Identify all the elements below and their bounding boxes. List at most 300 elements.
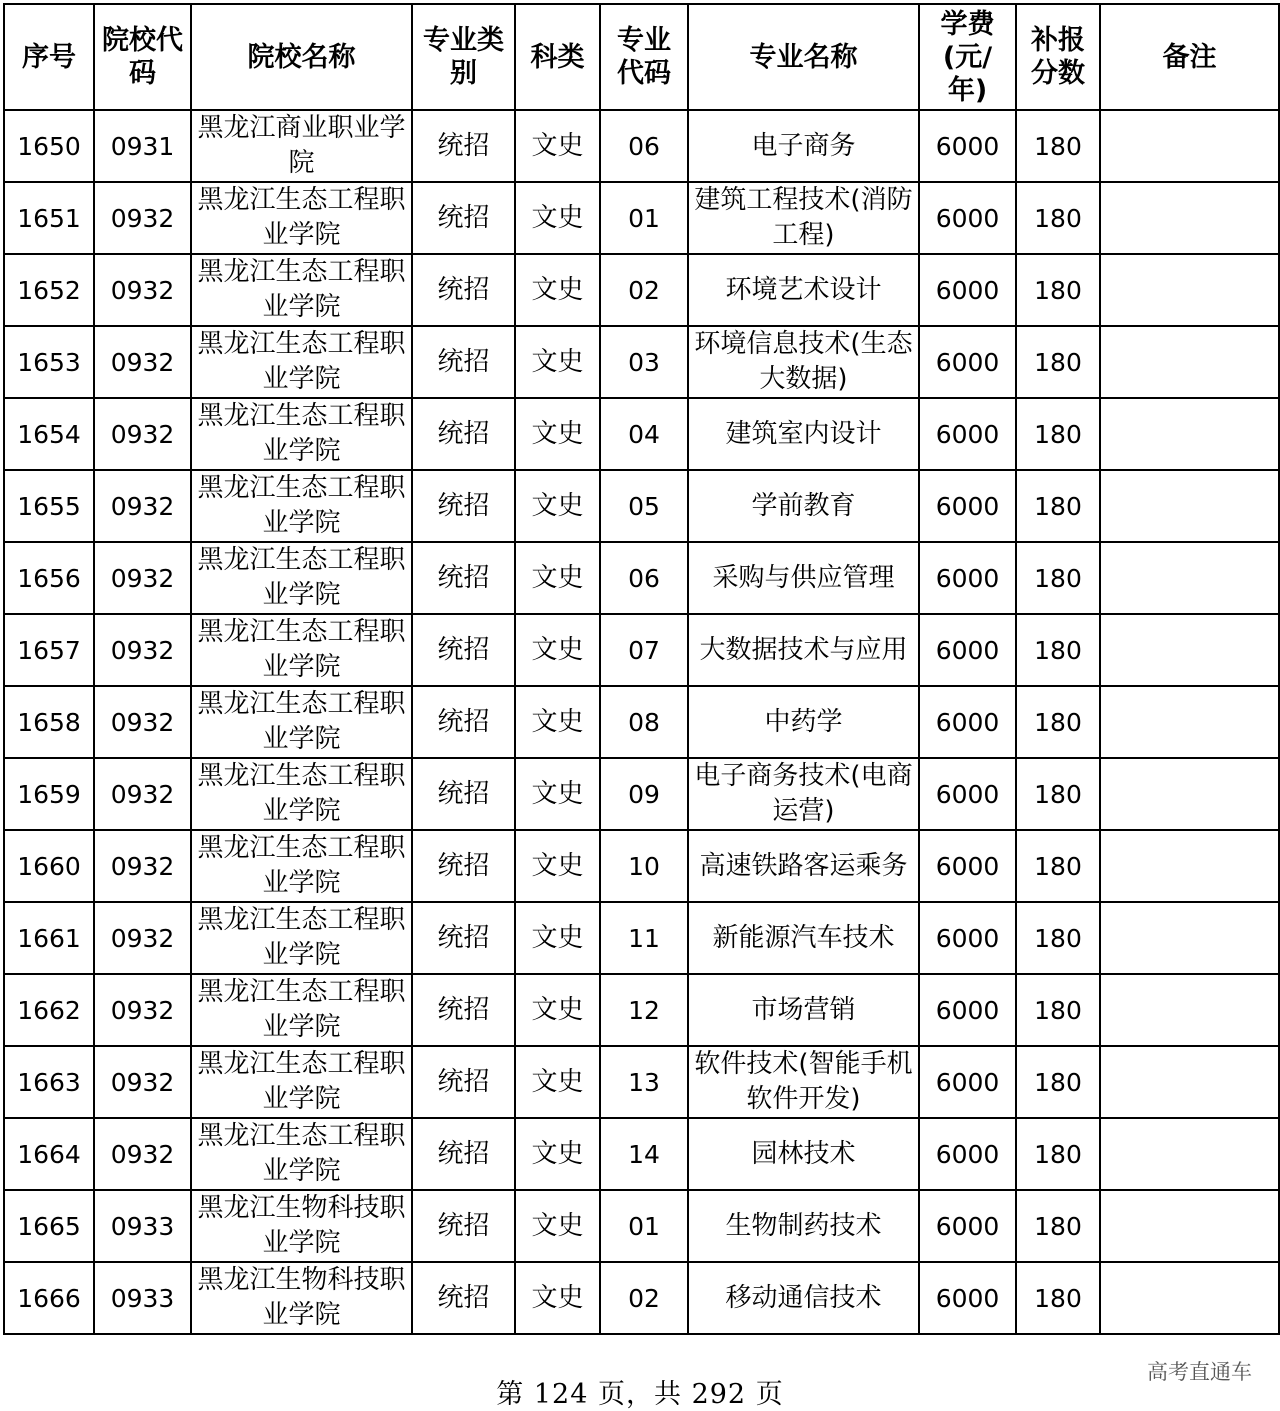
cell-school-name xyxy=(191,254,412,326)
cell-tuition-text: 6000 xyxy=(935,563,1000,593)
cell-major-category xyxy=(412,1046,515,1118)
cell-major-code-text: 05 xyxy=(628,491,660,521)
cell-seq-text: 1661 xyxy=(17,923,81,953)
table-row xyxy=(4,542,1279,614)
cell-school-name xyxy=(191,326,412,398)
cell-major-category xyxy=(412,398,515,470)
cell-tuition-text: 6000 xyxy=(935,923,1000,953)
cell-major-category-text: 统招 xyxy=(437,490,490,521)
cell-score-text: 180 xyxy=(1034,1067,1082,1097)
table-row xyxy=(4,686,1279,758)
col-header-subject-label: 科类 xyxy=(530,41,585,73)
cell-seq xyxy=(4,686,94,758)
cell-subject-text: 文史 xyxy=(531,1138,584,1169)
table-row xyxy=(4,182,1279,254)
cell-major-category xyxy=(412,1262,515,1334)
cell-subject xyxy=(515,974,600,1046)
cell-school-code xyxy=(94,974,191,1046)
col-header-subject xyxy=(515,4,600,110)
cell-school-code xyxy=(94,830,191,902)
cell-subject-text: 文史 xyxy=(531,778,584,809)
cell-remark xyxy=(1100,830,1279,902)
cell-subject-text: 文史 xyxy=(531,706,584,737)
cell-major-code xyxy=(600,1118,688,1190)
cell-major-name-text: 环境信息技术(生态大数据) xyxy=(694,329,913,394)
cell-major-category xyxy=(412,1190,515,1262)
cell-major-name xyxy=(688,1118,919,1190)
cell-subject-text: 文史 xyxy=(531,994,584,1025)
cell-seq xyxy=(4,758,94,830)
col-header-major-code xyxy=(600,4,688,110)
cell-major-name-text: 高速铁路客运乘务 xyxy=(699,850,908,881)
cell-remark xyxy=(1100,1190,1279,1262)
col-header-major-name xyxy=(688,4,919,110)
cell-major-name xyxy=(688,182,919,254)
cell-tuition-text: 6000 xyxy=(935,491,1000,521)
cell-school-code-text: 0932 xyxy=(110,491,175,521)
cell-tuition xyxy=(919,974,1016,1046)
cell-school-name-text: 黑龙江生态工程职业学院 xyxy=(197,905,406,970)
cell-major-name xyxy=(688,254,919,326)
cell-school-code xyxy=(94,1046,191,1118)
cell-school-code xyxy=(94,470,191,542)
cell-school-name xyxy=(191,1118,412,1190)
cell-seq-text: 1656 xyxy=(17,563,81,593)
cell-tuition-text: 6000 xyxy=(935,1067,1000,1097)
cell-tuition-text: 6000 xyxy=(935,1139,1000,1169)
cell-subject xyxy=(515,830,600,902)
cell-school-name-text: 黑龙江生态工程职业学院 xyxy=(197,257,406,322)
cell-seq xyxy=(4,1118,94,1190)
cell-school-name xyxy=(191,614,412,686)
cell-school-code xyxy=(94,758,191,830)
cell-school-code xyxy=(94,542,191,614)
cell-tuition xyxy=(919,1262,1016,1334)
cell-score-text: 180 xyxy=(1034,995,1082,1025)
cell-seq xyxy=(4,326,94,398)
cell-major-code xyxy=(600,470,688,542)
cell-seq-text: 1660 xyxy=(17,851,81,881)
cell-tuition xyxy=(919,758,1016,830)
cell-seq xyxy=(4,830,94,902)
table-row xyxy=(4,254,1279,326)
cell-tuition-text: 6000 xyxy=(935,347,1000,377)
cell-school-name xyxy=(191,110,412,182)
cell-tuition-text: 6000 xyxy=(935,419,1000,449)
cell-school-name-text: 黑龙江生态工程职业学院 xyxy=(197,761,406,826)
cell-subject xyxy=(515,1118,600,1190)
cell-major-name-text: 中药学 xyxy=(764,706,843,737)
cell-major-code xyxy=(600,326,688,398)
cell-major-name xyxy=(688,686,919,758)
cell-major-code xyxy=(600,758,688,830)
cell-major-category xyxy=(412,182,515,254)
cell-tuition-text: 6000 xyxy=(935,275,1000,305)
cell-major-name-text: 软件技术(智能手机软件开发) xyxy=(694,1049,913,1114)
cell-school-name xyxy=(191,398,412,470)
watermark: 高考直通车 xyxy=(1147,1360,1252,1384)
cell-major-code xyxy=(600,1262,688,1334)
table-row xyxy=(4,614,1279,686)
cell-major-category-text: 统招 xyxy=(437,130,490,161)
cell-score xyxy=(1016,1190,1100,1262)
cell-subject-text: 文史 xyxy=(531,850,584,881)
cell-school-name xyxy=(191,1190,412,1262)
cell-major-category xyxy=(412,830,515,902)
cell-tuition xyxy=(919,110,1016,182)
cell-seq-text: 1655 xyxy=(17,491,81,521)
cell-subject-text: 文史 xyxy=(531,634,584,665)
cell-major-code xyxy=(600,1046,688,1118)
cell-tuition xyxy=(919,398,1016,470)
cell-school-name-text: 黑龙江生态工程职业学院 xyxy=(197,977,406,1042)
cell-seq-text: 1664 xyxy=(17,1139,81,1169)
cell-school-name xyxy=(191,1262,412,1334)
cell-major-category xyxy=(412,686,515,758)
cell-seq-text: 1652 xyxy=(17,275,81,305)
cell-school-name-text: 黑龙江生物科技职业学院 xyxy=(197,1193,406,1258)
cell-school-name xyxy=(191,686,412,758)
cell-major-category-text: 统招 xyxy=(437,922,490,953)
cell-subject xyxy=(515,254,600,326)
cell-school-code xyxy=(94,686,191,758)
cell-major-name-text: 移动通信技术 xyxy=(725,1282,882,1313)
table-row xyxy=(4,326,1279,398)
table-row xyxy=(4,974,1279,1046)
cell-subject-text: 文史 xyxy=(531,562,584,593)
cell-major-name xyxy=(688,974,919,1046)
cell-score xyxy=(1016,614,1100,686)
cell-seq-text: 1653 xyxy=(17,347,81,377)
cell-school-code-text: 0932 xyxy=(110,419,175,449)
cell-tuition-text: 6000 xyxy=(935,995,1000,1025)
col-header-seq xyxy=(4,4,94,110)
cell-school-code-text: 0932 xyxy=(110,347,175,377)
cell-score xyxy=(1016,1262,1100,1334)
cell-subject-text: 文史 xyxy=(531,130,584,161)
cell-major-name-text: 电子商务 xyxy=(751,130,856,161)
col-header-major-category-label: 专业类别 xyxy=(423,25,504,89)
cell-seq xyxy=(4,398,94,470)
cell-school-code xyxy=(94,1190,191,1262)
col-header-seq-label: 序号 xyxy=(22,41,76,73)
cell-score xyxy=(1016,470,1100,542)
cell-major-category xyxy=(412,470,515,542)
cell-major-category-text: 统招 xyxy=(437,346,490,377)
cell-school-code xyxy=(94,1118,191,1190)
cell-major-name-text: 生物制药技术 xyxy=(725,1210,882,1241)
cell-seq-text: 1665 xyxy=(17,1211,81,1241)
cell-major-name xyxy=(688,110,919,182)
cell-seq xyxy=(4,902,94,974)
cell-major-category-text: 统招 xyxy=(437,1066,490,1097)
cell-remark xyxy=(1100,686,1279,758)
cell-major-name-text: 电子商务技术(电商运营) xyxy=(694,761,913,826)
admissions-table xyxy=(3,3,1280,1335)
col-header-school-code xyxy=(94,4,191,110)
cell-tuition-text: 6000 xyxy=(935,707,1000,737)
cell-score xyxy=(1016,758,1100,830)
cell-score xyxy=(1016,542,1100,614)
cell-major-code-text: 04 xyxy=(628,419,660,449)
cell-major-name xyxy=(688,614,919,686)
cell-major-category-text: 统招 xyxy=(437,706,490,737)
cell-tuition xyxy=(919,1046,1016,1118)
cell-school-name-text: 黑龙江生物科技职业学院 xyxy=(197,1265,406,1330)
cell-major-code-text: 09 xyxy=(628,779,660,809)
cell-school-name xyxy=(191,542,412,614)
col-header-school-code-label: 院校代码 xyxy=(102,25,183,89)
cell-major-name xyxy=(688,542,919,614)
cell-major-code-text: 10 xyxy=(628,851,660,881)
cell-major-code-text: 06 xyxy=(628,131,660,161)
cell-subject xyxy=(515,326,600,398)
cell-subject xyxy=(515,614,600,686)
cell-score-text: 180 xyxy=(1034,635,1082,665)
cell-score-text: 180 xyxy=(1034,707,1082,737)
cell-major-category xyxy=(412,974,515,1046)
cell-school-name xyxy=(191,830,412,902)
cell-score xyxy=(1016,974,1100,1046)
cell-tuition-text: 6000 xyxy=(935,779,1000,809)
cell-major-code-text: 01 xyxy=(628,1211,660,1241)
table-row xyxy=(4,830,1279,902)
cell-subject xyxy=(515,758,600,830)
cell-major-code-text: 11 xyxy=(628,923,660,953)
cell-remark xyxy=(1100,326,1279,398)
cell-subject-text: 文史 xyxy=(531,346,584,377)
cell-remark xyxy=(1100,1262,1279,1334)
cell-seq-text: 1657 xyxy=(17,635,81,665)
cell-school-code-text: 0933 xyxy=(110,1283,175,1313)
cell-school-code-text: 0932 xyxy=(110,1139,175,1169)
cell-score xyxy=(1016,398,1100,470)
cell-major-category xyxy=(412,254,515,326)
cell-major-name-text: 新能源汽车技术 xyxy=(712,922,895,953)
cell-score-text: 180 xyxy=(1034,347,1082,377)
cell-score-text: 180 xyxy=(1034,203,1082,233)
cell-score xyxy=(1016,182,1100,254)
cell-school-name-text: 黑龙江生态工程职业学院 xyxy=(197,329,406,394)
cell-score xyxy=(1016,326,1100,398)
cell-remark xyxy=(1100,974,1279,1046)
cell-tuition-text: 6000 xyxy=(935,851,1000,881)
col-header-score-label: 补报分数 xyxy=(1031,25,1085,89)
cell-tuition-text: 6000 xyxy=(935,131,1000,161)
cell-subject-text: 文史 xyxy=(531,418,584,449)
col-header-school-name xyxy=(191,4,412,110)
cell-score xyxy=(1016,830,1100,902)
cell-school-code-text: 0932 xyxy=(110,923,175,953)
cell-school-code-text: 0931 xyxy=(110,131,175,161)
col-header-tuition xyxy=(919,4,1016,110)
cell-seq-text: 1654 xyxy=(17,419,81,449)
cell-major-category xyxy=(412,1118,515,1190)
cell-score-text: 180 xyxy=(1034,779,1082,809)
cell-score-text: 180 xyxy=(1034,923,1082,953)
cell-school-code xyxy=(94,1262,191,1334)
cell-school-name xyxy=(191,182,412,254)
table-row xyxy=(4,758,1279,830)
cell-school-code xyxy=(94,326,191,398)
cell-school-name-text: 黑龙江生态工程职业学院 xyxy=(197,833,406,898)
cell-school-code-text: 0932 xyxy=(110,563,175,593)
cell-subject xyxy=(515,1046,600,1118)
cell-major-code-text: 14 xyxy=(628,1139,660,1169)
cell-major-category-text: 统招 xyxy=(437,274,490,305)
cell-major-name-text: 采购与供应管理 xyxy=(712,562,895,593)
cell-school-code xyxy=(94,110,191,182)
cell-major-category-text: 统招 xyxy=(437,1210,490,1241)
cell-tuition xyxy=(919,1118,1016,1190)
cell-major-name-text: 环境艺术设计 xyxy=(725,274,882,305)
cell-subject xyxy=(515,1262,600,1334)
cell-remark xyxy=(1100,1118,1279,1190)
cell-tuition xyxy=(919,254,1016,326)
cell-major-name xyxy=(688,1262,919,1334)
cell-major-category-text: 统招 xyxy=(437,1282,490,1313)
cell-major-category xyxy=(412,758,515,830)
col-header-remark xyxy=(1100,4,1279,110)
cell-subject xyxy=(515,182,600,254)
cell-remark xyxy=(1100,182,1279,254)
cell-school-name-text: 黑龙江生态工程职业学院 xyxy=(197,1121,406,1186)
cell-major-name xyxy=(688,1046,919,1118)
cell-major-name xyxy=(688,1190,919,1262)
cell-tuition-text: 6000 xyxy=(935,1211,1000,1241)
cell-school-code-text: 0932 xyxy=(110,635,175,665)
table-row xyxy=(4,1190,1279,1262)
cell-major-name-text: 市场营销 xyxy=(751,994,856,1025)
cell-subject xyxy=(515,542,600,614)
cell-school-code-text: 0932 xyxy=(110,203,175,233)
cell-major-code-text: 06 xyxy=(628,563,660,593)
cell-tuition xyxy=(919,830,1016,902)
cell-major-name-text: 学前教育 xyxy=(751,490,856,521)
table-row xyxy=(4,902,1279,974)
cell-subject-text: 文史 xyxy=(531,1282,584,1313)
cell-seq xyxy=(4,254,94,326)
cell-major-code xyxy=(600,1190,688,1262)
cell-school-name-text: 黑龙江商业职业学院 xyxy=(197,113,406,178)
table-row xyxy=(4,1046,1279,1118)
cell-subject xyxy=(515,110,600,182)
cell-school-name xyxy=(191,974,412,1046)
cell-score xyxy=(1016,686,1100,758)
cell-major-name-text: 大数据技术与应用 xyxy=(699,634,908,665)
col-header-score xyxy=(1016,4,1100,110)
cell-major-category xyxy=(412,902,515,974)
cell-major-name xyxy=(688,830,919,902)
cell-score xyxy=(1016,1046,1100,1118)
cell-major-category-text: 统招 xyxy=(437,202,490,233)
cell-major-code xyxy=(600,902,688,974)
cell-tuition xyxy=(919,542,1016,614)
cell-school-name xyxy=(191,1046,412,1118)
cell-seq xyxy=(4,470,94,542)
cell-score xyxy=(1016,254,1100,326)
cell-school-name-text: 黑龙江生态工程职业学院 xyxy=(197,689,406,754)
cell-subject-text: 文史 xyxy=(531,490,584,521)
cell-score-text: 180 xyxy=(1034,491,1082,521)
cell-major-name xyxy=(688,326,919,398)
cell-score xyxy=(1016,902,1100,974)
cell-school-name-text: 黑龙江生态工程职业学院 xyxy=(197,185,406,250)
cell-school-code xyxy=(94,182,191,254)
cell-major-code xyxy=(600,614,688,686)
cell-subject-text: 文史 xyxy=(531,1210,584,1241)
cell-major-name xyxy=(688,398,919,470)
cell-major-code xyxy=(600,398,688,470)
cell-major-category-text: 统招 xyxy=(437,418,490,449)
cell-remark xyxy=(1100,110,1279,182)
cell-major-category-text: 统招 xyxy=(437,994,490,1025)
cell-school-code xyxy=(94,614,191,686)
cell-school-code-text: 0932 xyxy=(110,707,175,737)
cell-seq-text: 1651 xyxy=(17,203,81,233)
cell-major-category xyxy=(412,614,515,686)
cell-remark xyxy=(1100,902,1279,974)
cell-seq xyxy=(4,110,94,182)
cell-tuition xyxy=(919,902,1016,974)
cell-subject-text: 文史 xyxy=(531,922,584,953)
cell-school-name-text: 黑龙江生态工程职业学院 xyxy=(197,545,406,610)
cell-score-text: 180 xyxy=(1034,1283,1082,1313)
table-row xyxy=(4,398,1279,470)
cell-subject xyxy=(515,686,600,758)
cell-score xyxy=(1016,1118,1100,1190)
col-header-major-code-label: 专业代码 xyxy=(617,25,671,89)
cell-school-code xyxy=(94,902,191,974)
cell-tuition xyxy=(919,470,1016,542)
cell-major-code-text: 01 xyxy=(628,203,660,233)
cell-score-text: 180 xyxy=(1034,1211,1082,1241)
cell-school-name xyxy=(191,758,412,830)
cell-major-name xyxy=(688,758,919,830)
cell-seq-text: 1663 xyxy=(17,1067,81,1097)
cell-seq-text: 1659 xyxy=(17,779,81,809)
cell-remark xyxy=(1100,398,1279,470)
cell-score-text: 180 xyxy=(1034,1139,1082,1169)
cell-major-name-text: 建筑室内设计 xyxy=(725,418,882,449)
cell-major-category-text: 统招 xyxy=(437,850,490,881)
cell-score xyxy=(1016,110,1100,182)
cell-school-name-text: 黑龙江生态工程职业学院 xyxy=(197,401,406,466)
col-header-remark-label: 备注 xyxy=(1162,41,1217,73)
cell-major-category xyxy=(412,110,515,182)
cell-major-code xyxy=(600,182,688,254)
cell-school-code-text: 0932 xyxy=(110,995,175,1025)
col-header-school-name-label: 院校名称 xyxy=(247,41,356,73)
cell-seq xyxy=(4,614,94,686)
table-row xyxy=(4,470,1279,542)
page-footer: 第 124 页，共 292 页 xyxy=(496,1379,784,1410)
cell-tuition xyxy=(919,614,1016,686)
cell-remark xyxy=(1100,614,1279,686)
table-body xyxy=(4,110,1279,1334)
cell-remark xyxy=(1100,1046,1279,1118)
cell-major-name-text: 建筑工程技术(消防工程) xyxy=(694,185,913,250)
cell-seq-text: 1662 xyxy=(17,995,81,1025)
cell-major-code-text: 12 xyxy=(628,995,660,1025)
col-header-tuition-label: 学费(元/年) xyxy=(940,8,995,106)
cell-score-text: 180 xyxy=(1034,563,1082,593)
cell-seq xyxy=(4,974,94,1046)
cell-tuition-text: 6000 xyxy=(935,203,1000,233)
table-row xyxy=(4,110,1279,182)
cell-seq-text: 1650 xyxy=(17,131,81,161)
cell-major-name xyxy=(688,470,919,542)
